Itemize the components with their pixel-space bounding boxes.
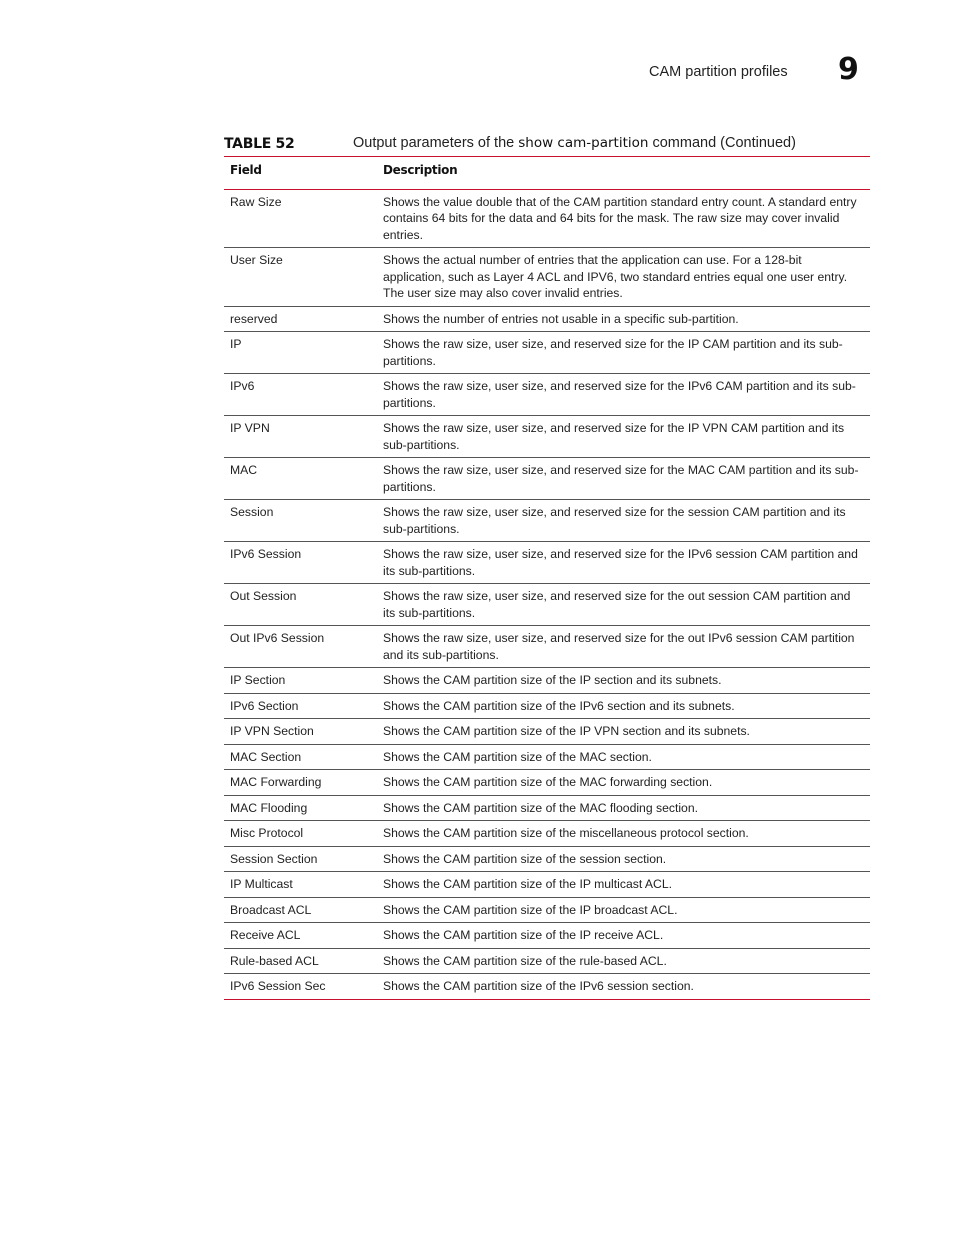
field-cell: Out Session	[224, 584, 377, 626]
description-cell: Shows the value double that of the CAM partition standard entry count. A standard entry contains 64 bits for the data and 64 bits for the mask. The raw size may cover invalid entries.	[377, 189, 870, 248]
field-cell: MAC Section	[224, 744, 377, 770]
table-row	[224, 897, 870, 923]
description-cell: Shows the CAM partition size of the rule-based ACL.	[377, 948, 870, 974]
table-row	[224, 542, 870, 584]
table-row	[224, 306, 870, 332]
table-row	[224, 795, 870, 821]
table-row	[224, 416, 870, 458]
table-row	[224, 923, 870, 949]
table-row	[224, 248, 870, 307]
field-cell: MAC Flooding	[224, 795, 377, 821]
field-cell: IPv6 Session Sec	[224, 974, 377, 1000]
description-cell: Shows the CAM partition size of the IP broadcast ACL.	[377, 897, 870, 923]
description-cell: Shows the CAM partition size of the IPv6 session section.	[377, 974, 870, 1000]
table-row	[224, 846, 870, 872]
field-cell: IP VPN	[224, 416, 377, 458]
field-cell: IP	[224, 332, 377, 374]
field-cell: Receive ACL	[224, 923, 377, 949]
table-row	[224, 332, 870, 374]
description-cell: Shows the raw size, user size, and reserved size for the MAC CAM partition and its sub-partitions.	[377, 458, 870, 500]
table-row	[224, 770, 870, 796]
table-row	[224, 821, 870, 847]
column-header-description: Description	[377, 158, 870, 189]
description-cell: Shows the raw size, user size, and reserved size for the IP VPN CAM partition and its sub-partitions.	[377, 416, 870, 458]
description-cell: Shows the raw size, user size, and reserved size for the IPv6 CAM partition and its sub-partitions.	[377, 374, 870, 416]
table-row	[224, 458, 870, 500]
table-row	[224, 693, 870, 719]
description-cell: Shows the actual number of entries that the application can use. For a 128-bit application, such as Layer 4 ACL and IPV6, two standard entries equal one user entry. The user size may also cover invalid entries.	[377, 248, 870, 307]
description-cell: Shows the CAM partition size of the miscellaneous protocol section.	[377, 821, 870, 847]
field-cell: IPv6 Session	[224, 542, 377, 584]
description-cell: Shows the CAM partition size of the IP section and its subnets.	[377, 668, 870, 694]
description-cell: Shows the CAM partition size of the session section.	[377, 846, 870, 872]
table-row	[224, 500, 870, 542]
table-row	[224, 189, 870, 248]
table-caption	[224, 134, 870, 157]
field-cell: Session	[224, 500, 377, 542]
field-cell: MAC Forwarding	[224, 770, 377, 796]
field-cell: Session Section	[224, 846, 377, 872]
table-title	[353, 135, 796, 151]
column-header-field: Field	[224, 158, 377, 189]
chapter-number: 9	[838, 52, 859, 87]
field-cell: IPv6 Section	[224, 693, 377, 719]
field-cell: MAC	[224, 458, 377, 500]
field-cell: Broadcast ACL	[224, 897, 377, 923]
table-row	[224, 744, 870, 770]
table-row	[224, 948, 870, 974]
description-cell: Shows the raw size, user size, and reserved size for the out session CAM partition and its sub-partitions.	[377, 584, 870, 626]
field-cell: Rule-based ACL	[224, 948, 377, 974]
field-cell: User Size	[224, 248, 377, 307]
description-cell: Shows the raw size, user size, and reserved size for the out IPv6 session CAM partition and its sub-partitions.	[377, 626, 870, 668]
description-cell: Shows the CAM partition size of the MAC section.	[377, 744, 870, 770]
table-row	[224, 668, 870, 694]
field-cell: Out IPv6 Session	[224, 626, 377, 668]
table-row	[224, 584, 870, 626]
table-row	[224, 719, 870, 745]
description-cell: Shows the number of entries not usable in a specific sub-partition.	[377, 306, 870, 332]
field-cell: IP VPN Section	[224, 719, 377, 745]
parameters-table	[224, 158, 870, 1000]
description-cell: Shows the CAM partition size of the IP multicast ACL.	[377, 872, 870, 898]
description-cell: Shows the CAM partition size of the IPv6 section and its subnets.	[377, 693, 870, 719]
field-cell: Misc Protocol	[224, 821, 377, 847]
field-cell: IP Section	[224, 668, 377, 694]
description-cell: Shows the CAM partition size of the IP receive ACL.	[377, 923, 870, 949]
table-title-suffix: command (Continued)	[648, 135, 796, 151]
running-header-title: CAM partition profiles	[649, 64, 788, 80]
table-row	[224, 872, 870, 898]
field-cell: reserved	[224, 306, 377, 332]
table-title-command: show cam-partition	[518, 135, 649, 151]
field-cell: IPv6	[224, 374, 377, 416]
description-cell: Shows the raw size, user size, and reserved size for the IPv6 session CAM partition and its sub-partitions.	[377, 542, 870, 584]
table-row	[224, 374, 870, 416]
table-label: TABLE 52	[224, 136, 295, 152]
description-cell: Shows the CAM partition size of the MAC flooding section.	[377, 795, 870, 821]
description-cell: Shows the CAM partition size of the MAC forwarding section.	[377, 770, 870, 796]
table-row	[224, 974, 870, 1000]
table-header-row	[224, 158, 870, 189]
description-cell: Shows the CAM partition size of the IP VPN section and its subnets.	[377, 719, 870, 745]
table-title-prefix: Output parameters of the	[353, 135, 519, 151]
description-cell: Shows the raw size, user size, and reserved size for the session CAM partition and its sub-partitions.	[377, 500, 870, 542]
field-cell: Raw Size	[224, 189, 377, 248]
table-row	[224, 626, 870, 668]
field-cell: IP Multicast	[224, 872, 377, 898]
description-cell: Shows the raw size, user size, and reserved size for the IP CAM partition and its sub-partitions.	[377, 332, 870, 374]
